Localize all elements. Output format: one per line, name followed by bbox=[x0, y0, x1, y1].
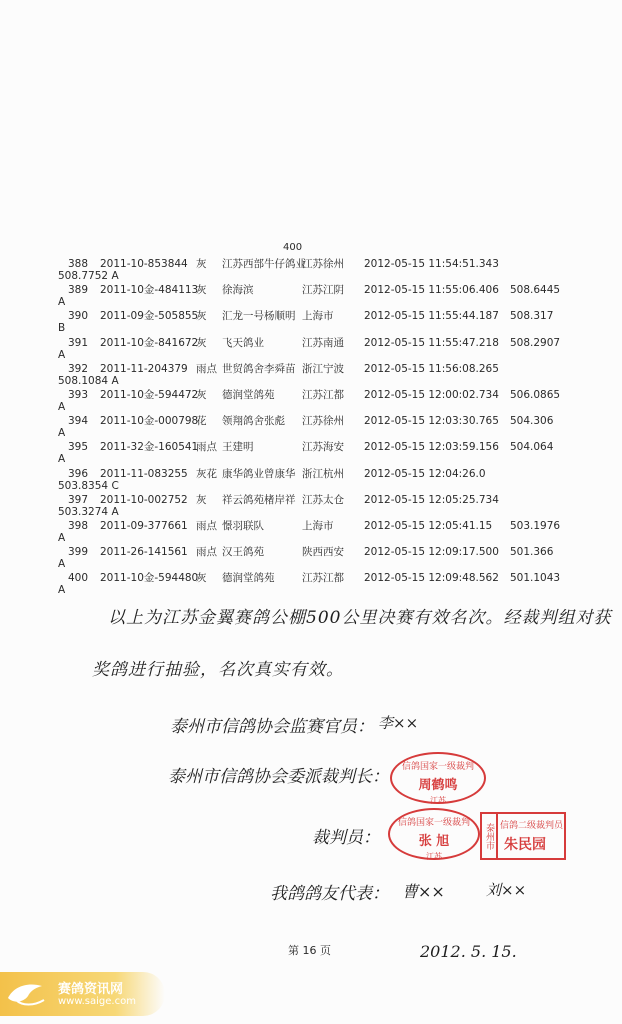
row-rank: 390 bbox=[68, 310, 89, 323]
row-rank: 392 bbox=[68, 362, 89, 375]
row-rank: 393 bbox=[68, 389, 89, 401]
row-owner: 德润堂鸽苑 bbox=[222, 389, 275, 401]
row-color: 灰 bbox=[196, 336, 207, 349]
row-ring: 2011-10金-594472 bbox=[100, 389, 199, 401]
row-color: 灰 bbox=[196, 258, 207, 270]
stamp-zhou-name: 周鹤鸣 bbox=[418, 778, 458, 793]
row-city: 浙江杭州 bbox=[302, 467, 344, 480]
row-ring: 2011-10金-841672 bbox=[100, 336, 199, 349]
row-color: 灰 bbox=[196, 572, 207, 585]
pigeon-logo-icon bbox=[4, 978, 48, 1010]
row-ring: 2011-10-002752 bbox=[100, 493, 188, 506]
row-rank: 395 bbox=[68, 441, 89, 454]
row-city: 江苏江阴 bbox=[302, 284, 344, 297]
row-time: 2012-05-15 12:00:02.734 bbox=[364, 389, 499, 401]
row-speed: 501.1043 bbox=[510, 572, 561, 585]
statement-line-1: 以上为江苏金翼赛鸽公棚500公里决赛有效名次。经裁判组对获 bbox=[108, 608, 612, 628]
row-ring: 2011-09-377661 bbox=[100, 520, 188, 532]
row-color: 花 bbox=[196, 415, 207, 428]
row-time: 2012-05-15 12:05:41.15 bbox=[364, 520, 493, 532]
referee-stamp-zhang bbox=[388, 808, 480, 860]
row-rank: 400 bbox=[68, 572, 89, 585]
site-watermark bbox=[0, 972, 165, 1016]
row-city: 上海市 bbox=[302, 520, 334, 532]
stamp-zhou-top: 信鸽国家一级裁判 bbox=[401, 762, 474, 772]
row-city: 江苏太仓 bbox=[302, 493, 344, 506]
stamp-zhu-top: 信鸽二级裁判员 bbox=[500, 821, 564, 831]
row-rank: 394 bbox=[68, 415, 89, 428]
row-ring: 2011-10-853844 bbox=[100, 258, 188, 270]
row-ring: 2011-10金-484113 bbox=[100, 284, 199, 297]
supervisor-label: 泰州市信鸽协会监赛官员： bbox=[170, 717, 374, 737]
row-owner: 憬羽联队 bbox=[222, 520, 264, 532]
row-owner: 王建明 bbox=[222, 441, 254, 454]
stamp-zhu-city: 泰州市 bbox=[482, 814, 498, 858]
row-speed: 506.0865 bbox=[510, 389, 561, 401]
header-number: 400 bbox=[283, 242, 303, 253]
row-time: 2012-05-15 11:55:47.218 bbox=[364, 336, 499, 349]
row-continuation: B bbox=[58, 322, 66, 335]
row-city: 江苏海安 bbox=[302, 441, 344, 454]
row-ring: 2011-09金-505855 bbox=[100, 310, 199, 323]
row-color: 灰 bbox=[196, 310, 207, 323]
row-speed: 504.064 bbox=[510, 441, 554, 454]
row-city: 上海市 bbox=[302, 310, 334, 323]
row-owner: 德润堂鸽苑 bbox=[222, 572, 275, 585]
row-continuation: 508.1084 A bbox=[58, 374, 119, 387]
row-city: 江苏南通 bbox=[302, 336, 344, 349]
row-color: 雨点 bbox=[196, 520, 217, 532]
row-rank: 398 bbox=[68, 520, 89, 532]
stamp-zhang-name: 张 旭 bbox=[418, 834, 450, 849]
row-continuation: 503.8354 C bbox=[58, 479, 119, 492]
row-owner: 祥云鸽苑楮岸祥 bbox=[222, 493, 296, 506]
statement-line-2: 奖鸽进行抽验，名次真实有效。 bbox=[92, 660, 344, 680]
pigeon-owner-rep-label: 我鸽鸽友代表： bbox=[270, 884, 389, 904]
referee-stamp-zhu bbox=[480, 812, 566, 860]
row-color: 雨点 bbox=[196, 546, 217, 559]
row-owner: 汇龙一号杨顺明 bbox=[222, 310, 296, 323]
row-city: 浙江宁波 bbox=[302, 362, 344, 375]
row-speed: 508.317 bbox=[510, 310, 554, 323]
row-time: 2012-05-15 12:09:17.500 bbox=[364, 546, 499, 559]
row-continuation: 503.3274 A bbox=[58, 505, 119, 518]
row-speed: 501.366 bbox=[510, 546, 554, 559]
row-owner: 飞天鸽业 bbox=[222, 336, 264, 349]
row-ring: 2011-11-083255 bbox=[100, 467, 188, 480]
row-rank: 389 bbox=[68, 284, 89, 297]
row-city: 江苏徐州 bbox=[302, 415, 344, 428]
row-ring: 2011-10金-594480 bbox=[100, 572, 199, 585]
owner-rep-signature-2: 刘×× bbox=[486, 881, 527, 899]
row-speed: 508.6445 bbox=[510, 284, 561, 297]
row-ring: 2011-32金-160541 bbox=[100, 441, 199, 454]
row-rank: 397 bbox=[68, 493, 89, 506]
row-continuation: 508.7752 A bbox=[58, 270, 119, 282]
row-color: 灰 bbox=[196, 389, 207, 401]
row-owner: 江苏西部牛仔鸽业 bbox=[222, 258, 306, 270]
row-time: 2012-05-15 12:05:25.734 bbox=[364, 493, 499, 506]
watermark-url: www.saige.com bbox=[58, 996, 136, 1007]
stamp-zhang-top: 信鸽国家一级裁判 bbox=[397, 818, 470, 828]
row-time: 2012-05-15 11:55:06.406 bbox=[364, 284, 499, 297]
row-continuation: A bbox=[58, 532, 66, 544]
row-color: 雨点 bbox=[196, 362, 217, 375]
owner-rep-signature-1: 曹×× bbox=[402, 882, 445, 901]
row-color: 灰 bbox=[196, 493, 207, 506]
row-continuation: A bbox=[58, 401, 66, 413]
row-owner: 汉王鸽苑 bbox=[222, 546, 264, 559]
signed-date: 2012. 5. 15. bbox=[420, 942, 517, 961]
page-number: 第 16 页 bbox=[288, 944, 331, 957]
chief-referee-label: 泰州市信鸽协会委派裁判长： bbox=[168, 767, 389, 787]
row-ring: 2011-26-141561 bbox=[100, 546, 188, 559]
row-ring: 2011-10金-000798 bbox=[100, 415, 199, 428]
row-continuation: A bbox=[58, 453, 66, 466]
row-time: 2012-05-15 12:03:30.765 bbox=[364, 415, 499, 428]
row-city: 江苏江都 bbox=[302, 389, 344, 401]
row-ring: 2011-11-204379 bbox=[100, 362, 188, 375]
supervisor-signature: 李×× bbox=[378, 714, 419, 732]
row-color: 灰 bbox=[196, 284, 207, 297]
row-rank: 388 bbox=[68, 258, 89, 270]
referee-label: 裁判员： bbox=[312, 828, 380, 848]
row-time: 2012-05-15 12:09:48.562 bbox=[364, 572, 499, 585]
row-time: 2012-05-15 12:03:59.156 bbox=[364, 441, 499, 454]
stamp-zhang-bottom: 江苏 bbox=[426, 852, 442, 861]
row-city: 陕西西安 bbox=[302, 546, 344, 559]
row-speed: 503.1976 bbox=[510, 520, 561, 532]
stamp-zhu-name: 朱民园 bbox=[504, 837, 546, 853]
row-time: 2012-05-15 11:54:51.343 bbox=[364, 258, 499, 270]
row-time: 2012-05-15 11:55:44.187 bbox=[364, 310, 499, 323]
row-speed: 504.306 bbox=[510, 415, 554, 428]
stamp-zhou-bottom: 江苏 bbox=[430, 796, 446, 805]
row-city: 江苏徐州 bbox=[302, 258, 344, 270]
row-city: 江苏江都 bbox=[302, 572, 344, 585]
row-color: 灰花 bbox=[196, 467, 217, 480]
row-continuation: A bbox=[58, 584, 66, 597]
row-rank: 396 bbox=[68, 467, 89, 480]
row-owner: 领翔鸽舍张彪 bbox=[222, 415, 285, 428]
row-continuation: A bbox=[58, 296, 66, 309]
row-owner: 康华鸽业曾康华 bbox=[222, 467, 296, 480]
row-rank: 399 bbox=[68, 546, 89, 559]
row-speed: 508.2907 bbox=[510, 336, 561, 349]
row-rank: 391 bbox=[68, 336, 89, 349]
row-time: 2012-05-15 11:56:08.265 bbox=[364, 362, 499, 375]
row-color: 雨点 bbox=[196, 441, 217, 454]
row-continuation: A bbox=[58, 348, 66, 361]
row-owner: 徐海滨 bbox=[222, 284, 254, 297]
row-time: 2012-05-15 12:04:26.0 bbox=[364, 467, 486, 480]
referee-stamp-zhou bbox=[390, 752, 486, 804]
row-continuation: A bbox=[58, 427, 66, 440]
watermark-title: 赛鸽资讯网 bbox=[58, 982, 124, 997]
row-owner: 世贸鸽舍李舜苗 bbox=[222, 362, 296, 375]
row-continuation: A bbox=[58, 558, 66, 571]
